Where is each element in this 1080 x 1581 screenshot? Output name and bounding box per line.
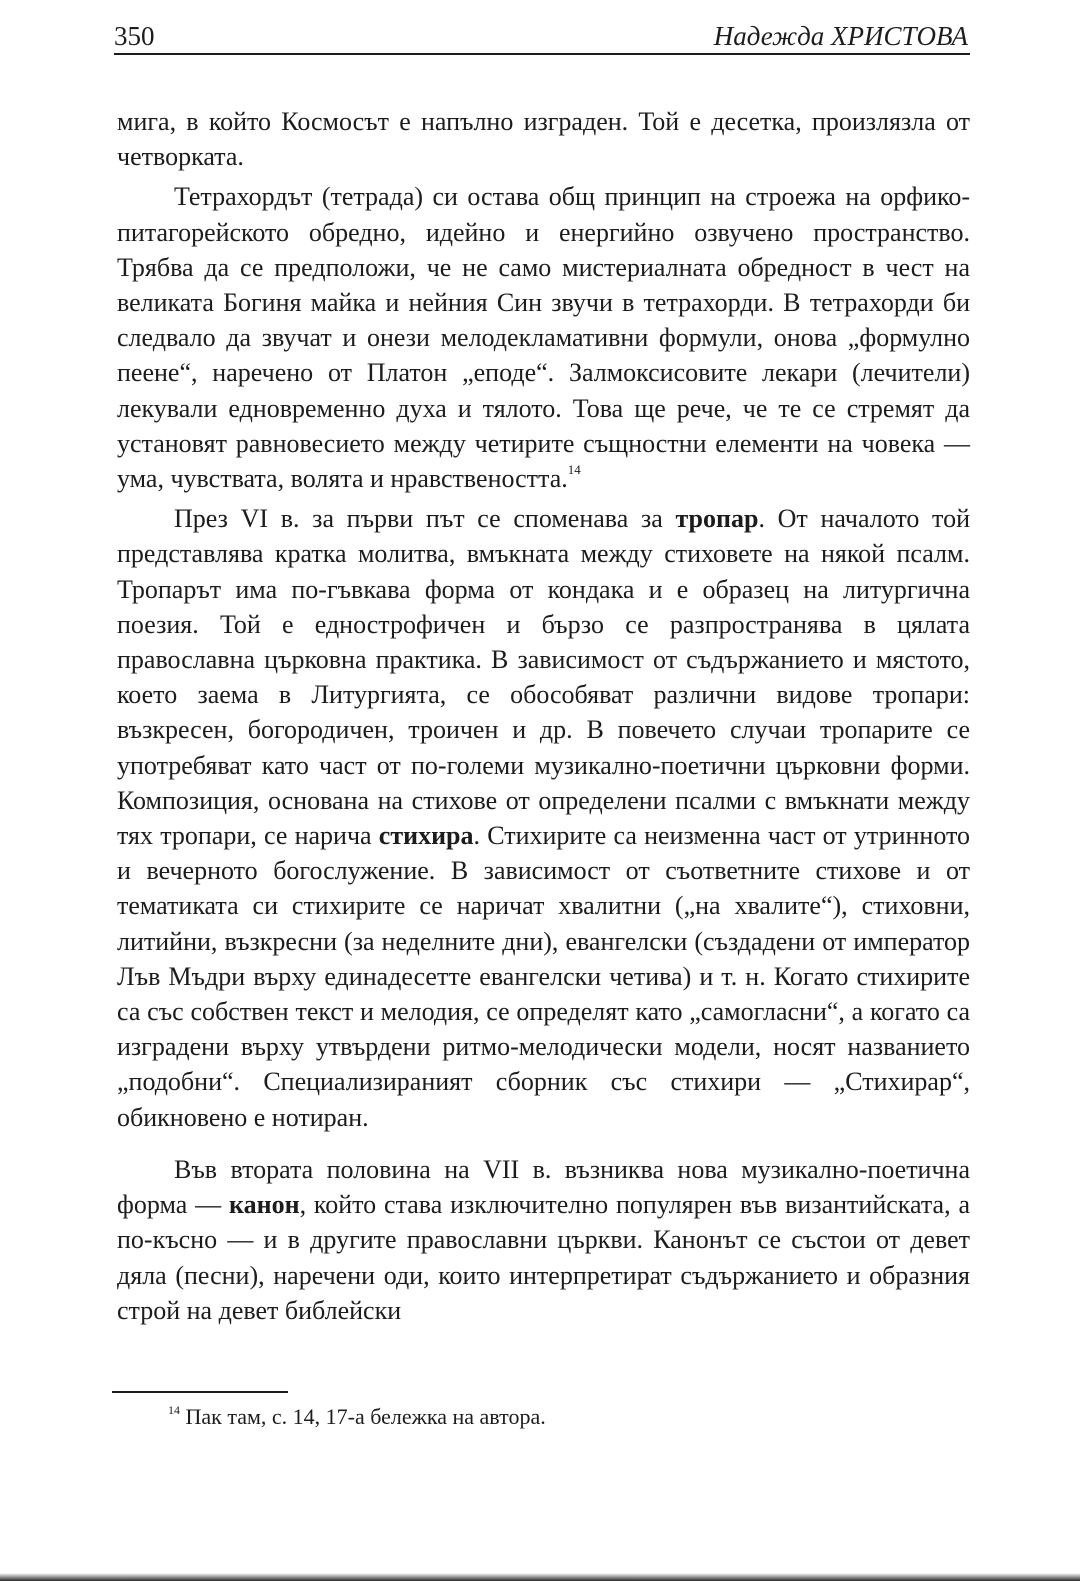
footnote-text: Пак там, с. 14, 17-а бележка на автора. [185,1404,546,1429]
footnote-number: 14 [168,1402,180,1417]
page-number: 350 [114,21,155,51]
paragraph-text: През VI в. за първи път се споменава за [174,504,676,534]
paragraph-text: . От началото той представлява кратка молитва, вмъкната между стиховете на някой псалм. Тропарът има по-гъвкава форма от кондака и е образец на литургична поезия. Той е еднострофичен и бързо се разпространява в цялата православна църковна практика. В зависимост от съдържанието и мястото, което заема в Литургията, се обособяват различни видове тропари: възкресен, богородичен, троичен и др. В повечето случаи тропарите се употребяват като част от по-големи музикално-поетични църковни форми. Композиция, основана на стихове от определени псалми с вмъкнати между тях тропари, се нарича [117,504,970,851]
paragraph-text: . Стихирите са неизменна част от утринното и вечерното богослужение. В зависимост от съответните стихове и от тематиката си стихирите се наричат хвалитни („на хвалите“), стиховни, литийни, възкресни (за неделните дни), евангелски (създадени от император Лъв Мъдри върху единадесетте евангелски четива) и т. н. Когато стихирите са със собствен текст и мелодия, се определят като „самогласни“, а когато са изградени върху утвърдени ритмо-мелодически модели, носят названието „подобни“. Специализираният сборник със стихири — „Стихирар“, обикновено е нотиран. [117,821,970,1132]
paragraph-tetrachord [117,179,970,496]
term-sticheron: стихира [378,821,474,851]
term-troparion: тропар [675,504,759,534]
paragraph-text: Тетрахордът (тетрада) си остава общ принцип на строежа на орфико-питагорейското обредно, идейно и енергийно озвучено пространство. Трябва да се предположи, че не само мистериалната обредност в чест на великата Богиня майка и нейния Син звучи в тетрахорди. В тетрахорди би следвало да звучат и онези мелодекламативни формули, онова „формулно пеене“, наречено от Платон „еподе“. Залмоксисовите лекари (лечители) лекували едновременно духа и тялото. Това ще рече, че те се стремят да установят равновесието между четирите същностни елементи на човека — ума, чувствата, волята и нравствеността. [117,182,970,494]
header-rule [114,53,970,55]
footnote-reference[interactable]: 14 [567,462,581,478]
paragraph-canon [117,1152,970,1328]
running-head: Надежда ХРИСТОВА [713,21,968,51]
paragraph-text: , който става изключително популярен във византийската, а по-късно — и в другите православни църкви. Канонът се състои от девет дяла (песни), наречени оди, които интерпретират съдържанието и образния строй на девет библейски [117,1190,970,1325]
footnote [168,1402,546,1432]
page-edge-shadow [0,1573,1080,1581]
paragraph-continuation [117,104,970,174]
term-canon: канон [229,1190,300,1220]
body-text [117,104,970,1328]
paragraph-troparion [117,501,970,1135]
paragraph-text: Във втората половина на VII в. възниква нова музикално-поетична форма — [117,1154,970,1220]
footnote-rule [112,1391,288,1393]
paragraph-text: мига, в който Космосът е напълно изграден. Той е десетка, произлязла от четворката. [117,107,970,172]
